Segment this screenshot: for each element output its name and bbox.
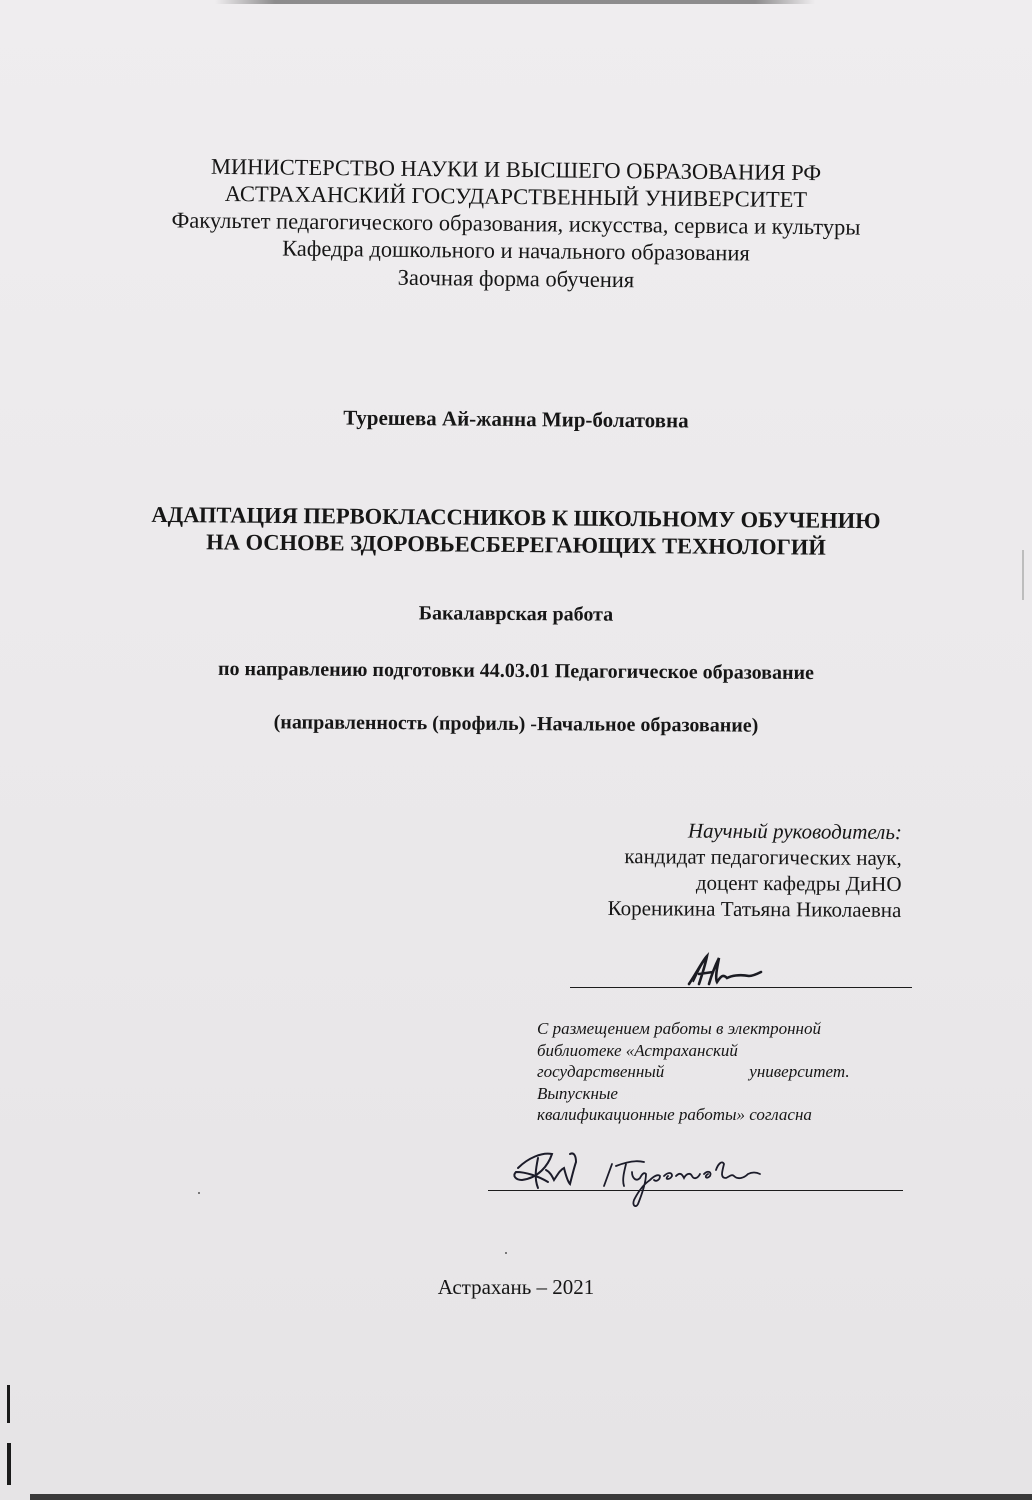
ministry-line: МИНИСТЕРСТВО НАУКИ И ВЫСШЕГО ОБРАЗОВАНИЯ РФ [210, 153, 822, 186]
department-line: Кафедра дошкольного и начального образования [282, 235, 750, 266]
consent-line-4: Выпускные [537, 1083, 618, 1103]
scan-edge-top [215, 0, 815, 4]
consent-line-3 [537, 1061, 850, 1083]
consent-line-2: библиотеке «Астраханский [537, 1040, 738, 1060]
study-form-line: Заочная форма обучения [397, 264, 635, 293]
consent-line-1: С размещением работы в электронной [537, 1019, 821, 1038]
scan-speck [505, 1252, 507, 1254]
scan-mark [7, 1443, 11, 1485]
supervisor-name: Кореникина Татьяна Николаевна [607, 895, 902, 923]
title-line-2: НА ОСНОВЕ ЗДОРОВЬЕСБЕРЕГАЮЩИХ ТЕХНОЛОГИЙ [206, 529, 826, 560]
scan-speck [198, 1192, 200, 1194]
consent-line-3b: университет. [749, 1062, 850, 1081]
consent-line-5: квалификационные работы» согласна [537, 1105, 812, 1124]
consent-line-3a: государственный [537, 1062, 665, 1081]
scan-mark [7, 1385, 10, 1423]
supervisor-signature [683, 952, 763, 992]
student-signature [508, 1146, 788, 1208]
title-line-1: АДАПТАЦИЯ ПЕРВОКЛАССНИКОВ К ШКОЛЬНОМУ ОБУЧЕНИЮ [151, 501, 881, 534]
supervisor-label: Научный руководитель: [688, 818, 903, 845]
supervisor-block [608, 817, 902, 923]
faculty-line: Факультет педагогического образования, искусства, сервиса и культуры [171, 207, 861, 240]
profile-line: (направленность (профиль) -Начальное образование) [273, 711, 759, 737]
supervisor-position: доцент кафедры ДиНО [696, 870, 902, 897]
university-line: АСТРАХАНСКИЙ ГОСУДАРСТВЕННЫЙ УНИВЕРСИТЕТ [224, 180, 808, 213]
city-year: Астрахань – 2021 [437, 1275, 595, 1299]
consent-block [537, 1018, 850, 1126]
work-type: Бакалаврская работа [418, 602, 614, 626]
supervisor-degree: кандидат педагогических наук, [624, 844, 903, 871]
direction-line: по направлению подготовки 44.03.01 Педагогическое образование [217, 657, 814, 685]
scan-edge-bottom [30, 1494, 1032, 1500]
author-name: Турешева Ай-жанна Мир-болатовна [343, 405, 689, 433]
